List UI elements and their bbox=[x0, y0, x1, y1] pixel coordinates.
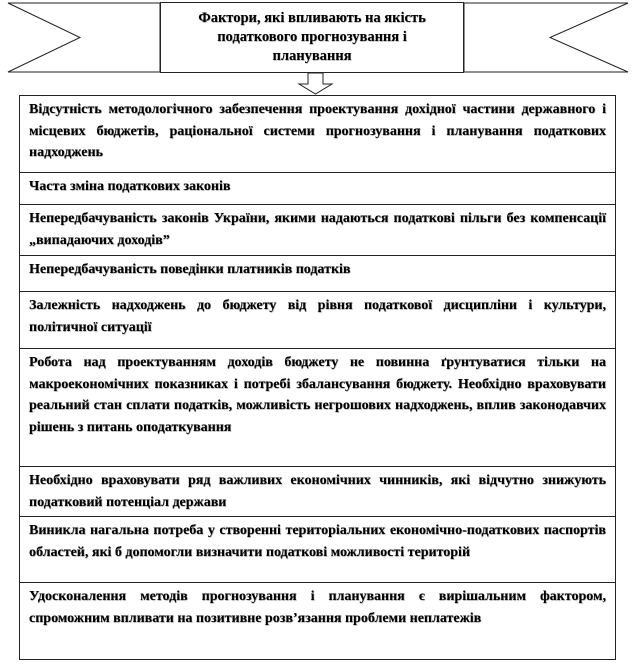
factor-item: Необхідно враховувати ряд важливих економічних чинників, які відчутно знижують податковий потенціал держави bbox=[20, 467, 615, 517]
factor-item: Робота над проектуванням доходів бюджету не повинна ґрунтуватися тільки на макроекономічних показниках і потребі збалансування бюджету. Необхідно враховувати реальний стан сплати податків, можливість негрошових надходжень, вплив законодавчих рішень з питань оподаткування bbox=[20, 349, 615, 467]
left-arrow-shape bbox=[8, 3, 160, 72]
down-arrow-shape bbox=[299, 73, 332, 94]
title-text: Фактори, які впливають на якість податкового прогнозування і планування bbox=[198, 10, 426, 64]
factor-item: Залежність надходжень до бюджету від рівня податкової дисципліни і культури, політичної ситуації bbox=[20, 292, 615, 349]
factor-item: Відсутність методологічного забезпечення проектування дохідної частини державного і місцевих бюджетів, раціональної системи прогнозування і планування податкових надходжень bbox=[20, 96, 615, 173]
title-box bbox=[160, 2, 464, 73]
factor-item: Непередбачуваність законів України, якими надаються податкові пільги без компенсації „випадаючих доходів” bbox=[20, 205, 615, 256]
right-arrow-shape bbox=[464, 3, 628, 72]
factors-list bbox=[19, 95, 616, 660]
factor-item: Часта зміна податкових законів bbox=[20, 173, 615, 205]
factor-item: Удосконалення методів прогнозування і планування є вирішальним фактором, спроможним впливати на позитивне розв’язання проблеми неплатежів bbox=[20, 583, 615, 660]
factor-item: Непередбачуваність поведінки платників податків bbox=[20, 256, 615, 292]
factor-item: Виникла нагальна потреба у створенні територіальних економічно-податкових паспортів областей, які б допомогли визначити податкові можливості територій bbox=[20, 517, 615, 583]
